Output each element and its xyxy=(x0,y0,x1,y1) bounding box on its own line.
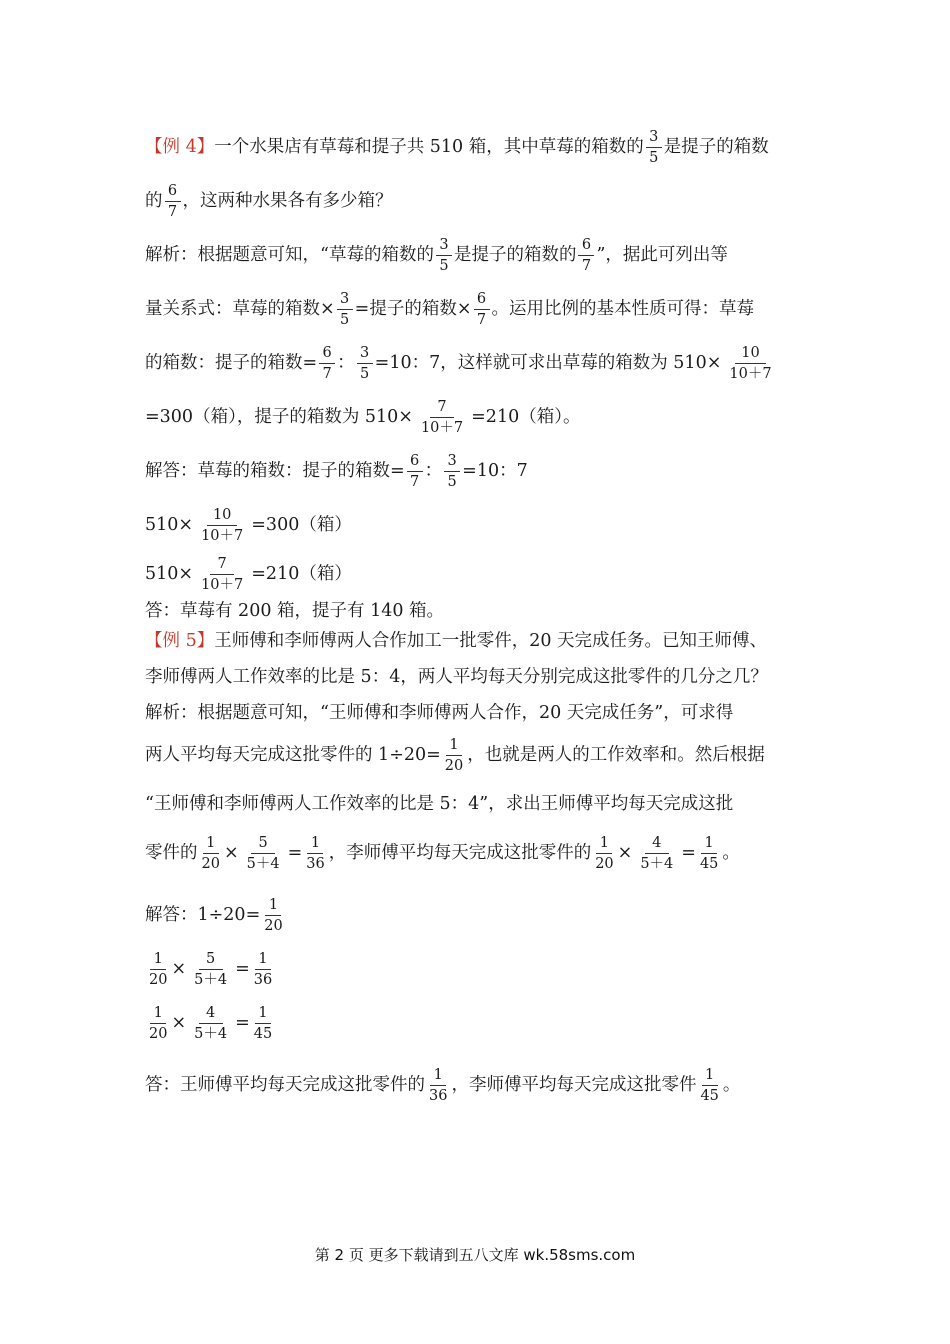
fraction-6-7: $\frac{6}{7}$ xyxy=(319,344,335,383)
fraction-1-45: $\frac{1}{45}$ xyxy=(700,1066,719,1104)
times-sign: × xyxy=(223,843,239,863)
fraction-3-5: $\frac{3}{5}$ xyxy=(444,452,460,491)
fraction-6-7: $\frac{6}{7}$ xyxy=(474,290,490,329)
ex5-analysis-line-2 xyxy=(145,728,815,782)
analysis-text: =10：7，这样就可求出草莓的箱数为 510× xyxy=(374,353,722,373)
ex5-analysis-line-4 xyxy=(145,826,815,880)
ex4-analysis-line-3 xyxy=(145,336,815,390)
ex5-solution-line-2 xyxy=(145,942,815,996)
fraction-6-7: $\frac{6}{7}$ xyxy=(165,182,181,221)
ex5-label: 【例 5】 xyxy=(145,631,215,651)
ex5-question-line-1 xyxy=(145,626,815,656)
colon: ： xyxy=(337,353,355,373)
ex4-analysis-line-1 xyxy=(145,228,815,282)
answer-text: ，李师傅平均每天完成这批零件 xyxy=(451,1075,697,1095)
analysis-text: ，也就是两人的工作效率和。然后根据 xyxy=(467,745,765,765)
analysis-text: 。 xyxy=(722,843,740,863)
analysis-text: 。运用比例的基本性质可得：草莓 xyxy=(491,299,754,319)
document-page xyxy=(145,120,815,1112)
answer-text: 答：草莓有 200 箱，提子有 140 箱。 xyxy=(145,601,445,621)
fraction-1-20: $\frac{1}{20}$ xyxy=(595,834,614,872)
fraction-3-5: $\frac{3}{5}$ xyxy=(436,236,452,275)
times-sign: × xyxy=(171,1013,187,1033)
analysis-text: 解析：根据题意可知，“王师傅和李师傅两人合作，20 天完成任务”，可求得 xyxy=(145,703,734,723)
answer-text: 。 xyxy=(722,1075,741,1095)
ex5-question-line-2 xyxy=(145,662,815,692)
fraction-1-20: $\frac{1}{20}$ xyxy=(201,834,220,872)
analysis-text: 解析：根据题意可知，“草莓的箱数的 xyxy=(145,245,434,265)
fraction-5-over-5-plus-4: $\frac{5}{5+4}$ xyxy=(246,834,280,872)
analysis-text: “王师傅和李师傅两人工作效率的比是 5：4”，求出王师傅平均每天完成这批 xyxy=(145,794,734,814)
ex4-q-text: ，这两种水果各有多少箱？ xyxy=(182,191,393,211)
ex4-solution-line-2 xyxy=(145,498,815,552)
ex4-question-line-2 xyxy=(145,174,815,228)
fraction-3-5: $\frac{3}{5}$ xyxy=(357,344,373,383)
solution-text: 解答：草莓的箱数：提子的箱数= xyxy=(145,461,405,481)
equals-sign: = xyxy=(681,843,696,863)
fraction-1-36: $\frac{1}{36}$ xyxy=(429,1066,448,1104)
ex4-analysis-line-4 xyxy=(145,390,815,444)
page-footer: 第 2 页 更多下载请到五八文库 wk.58sms.com xyxy=(314,1246,636,1264)
fraction-3-5: $\frac{3}{5}$ xyxy=(337,290,353,329)
colon: ： xyxy=(424,461,443,481)
fraction-1-20: $\frac{1}{20}$ xyxy=(149,1004,168,1042)
fraction-3-5: $\frac{3}{5}$ xyxy=(646,128,662,167)
fraction-7-over-10-plus-7: $\frac{7}{10+7}$ xyxy=(201,555,244,593)
solution-text: 510× xyxy=(145,515,194,535)
ex5-answer xyxy=(145,1058,815,1112)
solution-text: 解答：1÷20= xyxy=(145,905,261,925)
fraction-7-over-10-plus-7: $\frac{7}{10+7}$ xyxy=(420,398,464,436)
ex4-question-line-1 xyxy=(145,120,815,174)
ex4-analysis-line-2 xyxy=(145,282,815,336)
analysis-text: =300（箱），提子的箱数为 510× xyxy=(145,407,413,427)
fraction-1-36: $\frac{1}{36}$ xyxy=(253,950,273,988)
ex5-solution-line-1 xyxy=(145,888,815,942)
fraction-6-7: $\frac{6}{7}$ xyxy=(407,452,423,491)
fraction-4-over-5-plus-4: $\frac{4}{5+4}$ xyxy=(194,1004,228,1042)
ex5-q-text: 王师傅和李师傅两人合作加工一批零件，20 天完成任务。已知王师傅、 xyxy=(214,631,768,651)
fraction-10-over-10-plus-7: $\frac{10}{10+7}$ xyxy=(201,506,244,544)
ex4-solution-line-3 xyxy=(145,552,815,596)
fraction-1-20: $\frac{1}{20}$ xyxy=(149,950,168,988)
analysis-text: ，李师傅平均每天完成这批零件的 xyxy=(328,843,592,863)
analysis-text: 量关系式：草莓的箱数× xyxy=(145,299,335,319)
analysis-text: 的箱数：提子的箱数= xyxy=(145,353,318,373)
solution-text: 510× xyxy=(145,564,194,584)
times-sign: × xyxy=(171,959,187,979)
ex4-q-text: 的 xyxy=(145,191,163,211)
analysis-text: ”，据此可列出等 xyxy=(596,245,728,265)
analysis-text: 零件的 xyxy=(145,843,198,863)
fraction-10-over-10-plus-7: $\frac{10}{10+7}$ xyxy=(729,344,772,382)
ex4-label: 【例 4】 xyxy=(145,137,215,157)
ex4-q-text: 一个水果店有草莓和提子共 510 箱，其中草莓的箱数的 xyxy=(214,137,644,157)
ex5-analysis-line-1 xyxy=(145,698,815,728)
fraction-6-7: $\frac{6}{7}$ xyxy=(578,236,594,275)
ex4-answer xyxy=(145,596,815,626)
solution-text: =210（箱） xyxy=(251,564,352,584)
ex5-solution-line-3 xyxy=(145,996,815,1050)
ex4-q-text: 是提子的箱数 xyxy=(663,137,769,157)
fraction-1-45: $\frac{1}{45}$ xyxy=(253,1004,273,1042)
analysis-text: =提子的箱数× xyxy=(354,299,472,319)
ex5-q-text: 李师傅两人工作效率的比是 5：4，两人平均每天分别完成这批零件的几分之几？ xyxy=(145,667,768,687)
equals-sign: = xyxy=(235,1013,250,1033)
solution-text: =10：7 xyxy=(462,461,528,481)
equals-sign: = xyxy=(235,959,250,979)
fraction-4-over-5-plus-4: $\frac{4}{5+4}$ xyxy=(640,834,674,872)
fraction-1-36: $\frac{1}{36}$ xyxy=(306,834,325,872)
answer-text: 答：王师傅平均每天完成这批零件的 xyxy=(145,1075,425,1095)
equals-sign: = xyxy=(287,843,303,863)
ex4-solution-line-1 xyxy=(145,444,815,498)
analysis-text: 两人平均每天完成这批零件的 1÷20= xyxy=(145,745,441,765)
fraction-5-over-5-plus-4: $\frac{5}{5+4}$ xyxy=(194,950,228,988)
times-sign: × xyxy=(617,843,633,863)
ex5-analysis-line-3 xyxy=(145,782,815,826)
fraction-1-20: $\frac{1}{20}$ xyxy=(264,896,283,934)
fraction-1-20: $\frac{1}{20}$ xyxy=(444,736,464,774)
analysis-text: 是提子的箱数的 xyxy=(453,245,577,265)
solution-text: =300（箱） xyxy=(251,515,352,535)
analysis-text: =210（箱）。 xyxy=(471,407,581,427)
fraction-1-45: $\frac{1}{45}$ xyxy=(699,834,719,872)
